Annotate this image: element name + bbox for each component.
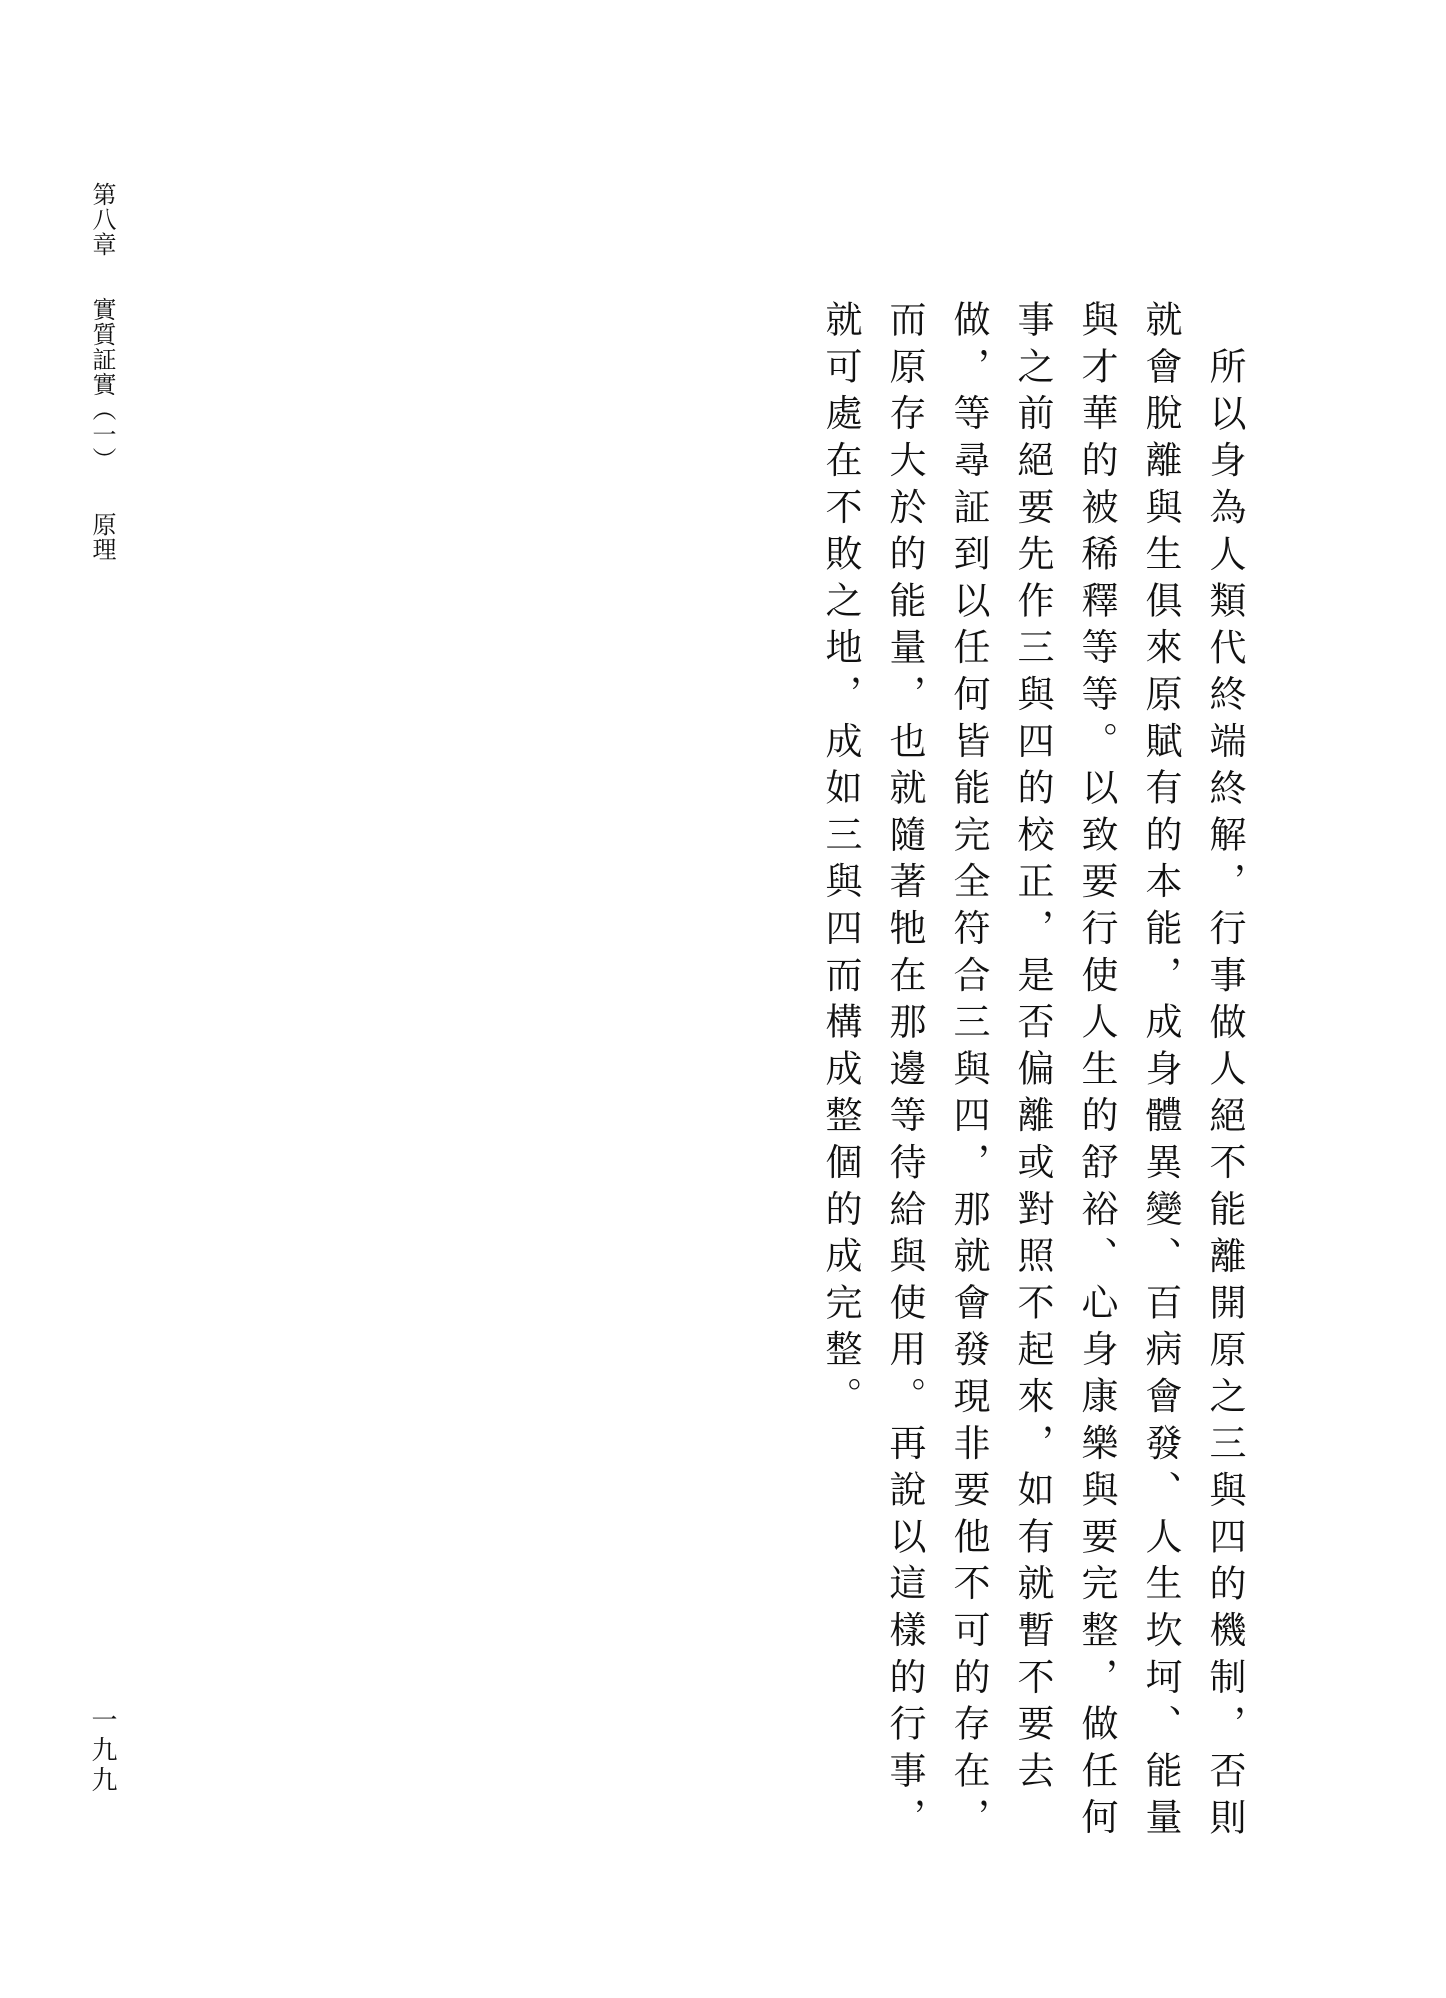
body-text (790, 300, 1256, 1880)
page-number: 一九九 (87, 1706, 117, 1796)
body-paragraph: 所以身為人類代終端終解，行事做人絕不能離開原之三與四的機制，否則就會脫離與生俱來原賦有的本能，成身體異變、百病會發、人生坎坷、能量與才華的被稀釋等等。以致要行使人生的舒裕、心身康樂與要完整，做任何事之前絕要先作三與四的校正，是否偏離或對照不起來，如有就暫不要去做，等尋証到以任何皆能完全符合三與四，那就會發現非要他不可的存在，而原存大於的能量，也就隨著牠在那邊等待給與使用。再說以這樣的行事，就可處在不敗之地，成如三與四而構成整個的成完整。 (819, 300, 1246, 1845)
section-label: 原理 (88, 512, 116, 562)
running-header (82, 182, 122, 562)
chapter-label: 第八章 (88, 182, 116, 257)
chapter-title: 實質証實（一） (88, 297, 116, 472)
